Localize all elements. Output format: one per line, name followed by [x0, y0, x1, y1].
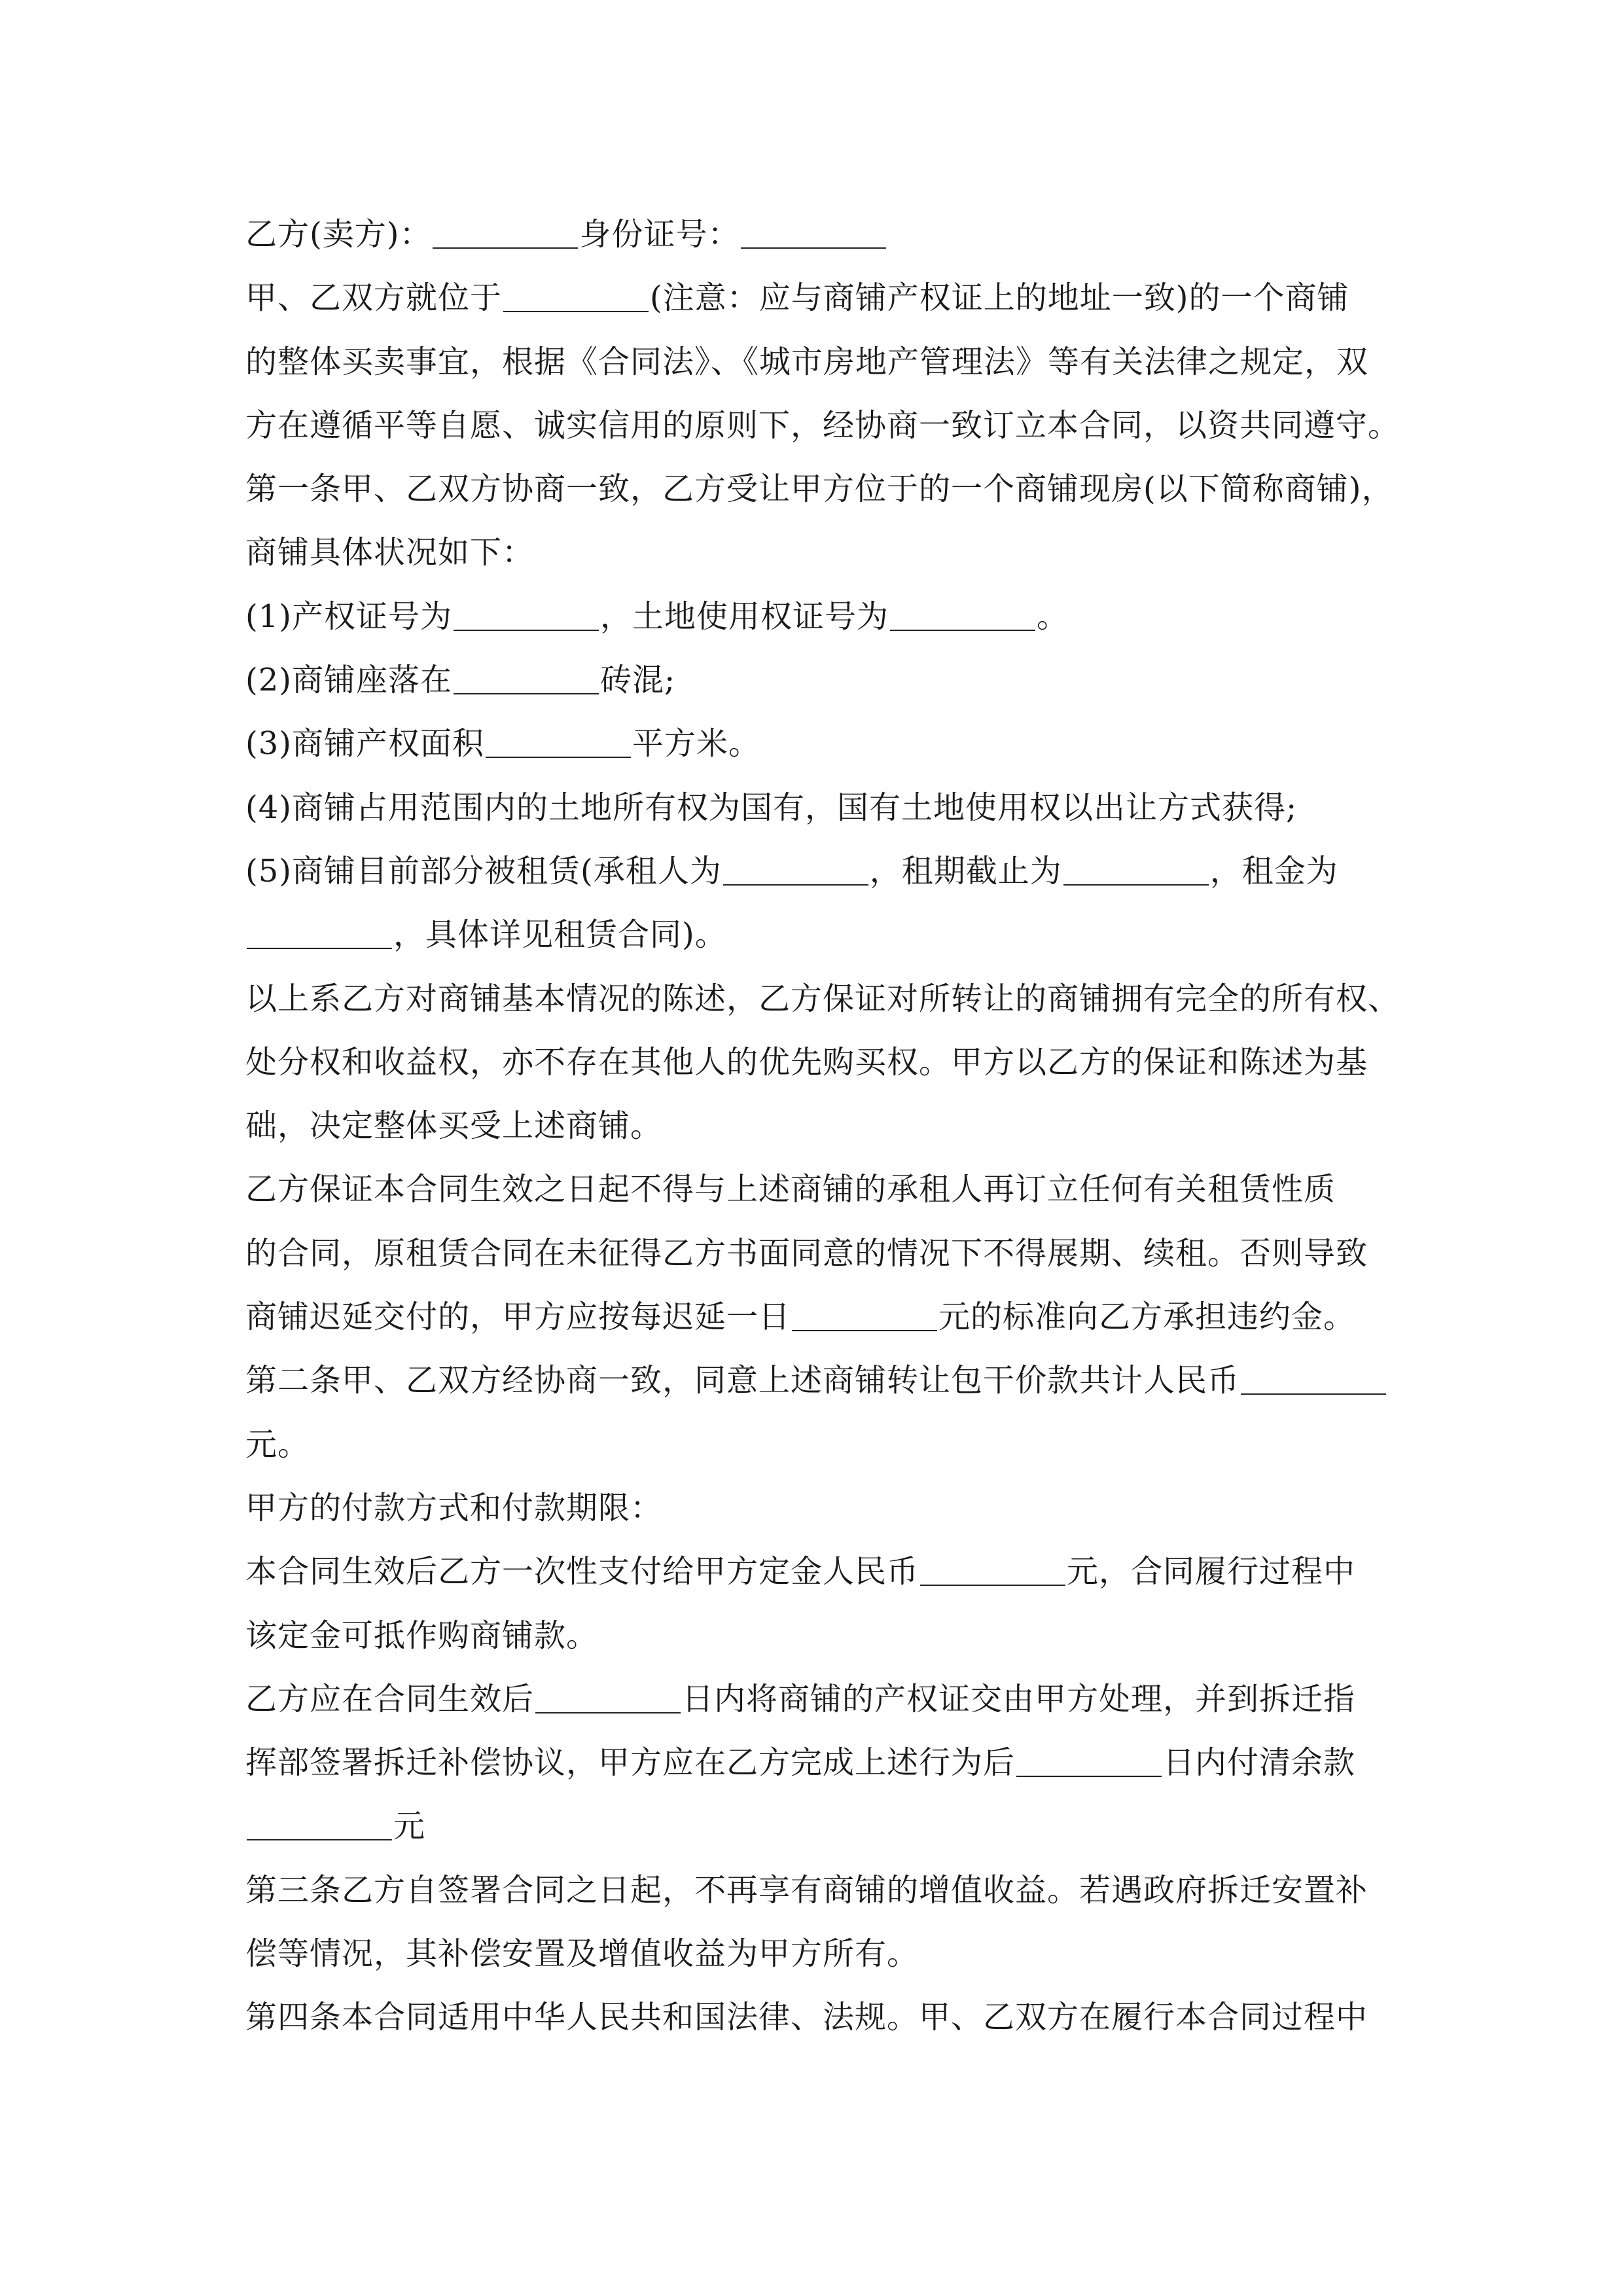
- text-line: [245, 1859, 1384, 1922]
- text-segment: 元，合同履行过程中: [1067, 1553, 1356, 1590]
- text-segment: (注意：应与商铺产权证上的地址一致)的一个商铺: [650, 279, 1349, 317]
- text-segment: 元的标准向乙方承担违约金。: [938, 1299, 1356, 1336]
- fill-in-blank: [1063, 883, 1209, 886]
- text-segment: 甲、乙双方就位于: [245, 279, 503, 317]
- text-segment: 乙方应在合同生效后: [245, 1680, 535, 1717]
- fill-in-blank: [890, 628, 1035, 631]
- text-line: [245, 840, 1384, 903]
- text-segment: 方在遵循平等自愿、诚实信用的原则下，经协商一致订立本合同，以资共同遵守。: [245, 406, 1400, 444]
- text-segment: 该定金可抵作购商铺款。: [245, 1617, 599, 1654]
- text-segment: 础，决定整体买受上述商铺。: [245, 1107, 663, 1145]
- text-line: [245, 394, 1400, 457]
- text-segment: 砖混;: [600, 662, 676, 699]
- text-segment: 的合同，原租赁合同在未征得乙方书面同意的情况下不得展期、续租。否则导致: [245, 1234, 1368, 1272]
- text-segment: (1)产权证号为: [245, 598, 452, 635]
- text-line: [245, 903, 1384, 967]
- fill-in-blank: [486, 755, 631, 758]
- fill-in-blank: [247, 946, 392, 949]
- text-segment: 日内将商铺的产权证交由甲方处理，并到拆迁指: [682, 1680, 1356, 1717]
- text-segment: 挥部签署拆迁补偿协议，甲方应在乙方完成上述行为后: [245, 1744, 1016, 1782]
- text-segment: 乙方(卖方)：: [245, 216, 432, 253]
- text-segment: 商铺迟延交付的，甲方应按每迟延一日: [245, 1299, 791, 1336]
- fill-in-blank: [503, 310, 649, 312]
- text-segment: 第一条甲、乙双方协商一致，乙方受让甲方位于的一个商铺现房(以下简称商铺)，: [245, 471, 1394, 508]
- text-line: [245, 521, 1384, 584]
- text-segment: 偿等情况，其补偿安置及增值收益为甲方所有。: [245, 1935, 919, 1973]
- text-segment: 的整体买卖事宜，根据《合同法》、《城市房地产管理法》等有关法律之规定，双: [245, 343, 1369, 380]
- fill-in-blank: [792, 1329, 937, 1331]
- text-line: [245, 331, 1384, 394]
- text-line: [245, 1922, 1384, 1986]
- fill-in-blank: [247, 1838, 392, 1840]
- text-segment: (2)商铺座落在: [245, 662, 452, 699]
- text-segment: 处分权和收益权，亦不存在其他人的优先购买权。甲方以乙方的保证和陈述为基: [245, 1043, 1368, 1081]
- text-line: [245, 1731, 1384, 1795]
- text-segment: 平方米。: [632, 725, 761, 762]
- text-line: [245, 649, 1384, 712]
- fill-in-blank: [741, 246, 886, 249]
- contract-body: [245, 203, 1400, 2050]
- text-line: [245, 776, 1384, 840]
- text-line: [245, 1031, 1384, 1094]
- fill-in-blank: [535, 1711, 681, 1713]
- text-segment: 元。: [245, 1426, 310, 1463]
- text-line: [245, 1604, 1384, 1668]
- text-segment: 日内付清余款: [1163, 1744, 1356, 1782]
- text-segment: ，租金为: [1209, 852, 1338, 889]
- text-line: [245, 1222, 1384, 1285]
- text-segment: 第三条乙方自签署合同之日起，不再享有商铺的增值收益。若遇政府拆迁安置补: [245, 1871, 1368, 1909]
- text-line: [245, 1540, 1384, 1604]
- fill-in-blank: [920, 1583, 1065, 1586]
- fill-in-blank: [1016, 1774, 1162, 1777]
- text-line: [245, 1477, 1384, 1540]
- text-line: [245, 1349, 1384, 1412]
- text-segment: ，土地使用权证号为: [600, 598, 889, 635]
- text-line: [245, 1285, 1384, 1349]
- text-segment: 。: [1037, 598, 1069, 635]
- text-segment: ，具体详见租赁合同)。: [393, 916, 727, 954]
- text-segment: 身份证号：: [579, 216, 740, 253]
- text-segment: (5)商铺目前部分被租赁(承租人为: [245, 852, 722, 889]
- text-segment: (3)商铺产权面积: [245, 725, 484, 762]
- text-segment: 第二条甲、乙双方经协商一致，同意上述商铺转让包干价款共计人民币: [245, 1362, 1240, 1399]
- text-line: [245, 712, 1384, 776]
- text-segment: (4)商铺占用范围内的土地所有权为国有，国有土地使用权以出让方式获得;: [245, 789, 1298, 826]
- fill-in-blank: [433, 246, 578, 249]
- text-segment: 以上系乙方对商铺基本情况的陈述，乙方保证对所转让的商铺拥有完全的所有权、: [245, 980, 1400, 1017]
- text-segment: 商铺具体状况如下：: [245, 534, 535, 571]
- text-line: [245, 1413, 1384, 1477]
- text-segment: 本合同生效后乙方一次性支付给甲方定金人民币: [245, 1553, 919, 1590]
- text-segment: 第四条本合同适用中华人民共和国法律、法规。甲、乙双方在履行本合同过程中: [245, 1999, 1368, 2036]
- fill-in-blank: [454, 628, 599, 631]
- text-line: [245, 585, 1384, 649]
- text-line: [245, 457, 1394, 521]
- text-line: [245, 1795, 1384, 1858]
- fill-in-blank: [1241, 1392, 1386, 1395]
- fill-in-blank: [454, 692, 599, 694]
- text-line: [245, 266, 1384, 330]
- text-segment: 乙方保证本合同生效之日起不得与上述商铺的承租人再订立任何有关租赁性质: [245, 1171, 1336, 1208]
- text-line: [245, 967, 1400, 1031]
- text-segment: 甲方的付款方式和付款期限：: [245, 1489, 663, 1526]
- text-segment: 元: [393, 1808, 426, 1845]
- text-line: [245, 1986, 1384, 2049]
- fill-in-blank: [723, 883, 868, 886]
- text-line: [245, 1094, 1384, 1158]
- text-line: [245, 1158, 1384, 1221]
- text-line: [245, 1668, 1384, 1731]
- text-line: [245, 203, 1384, 266]
- text-segment: ，租期截止为: [869, 852, 1062, 889]
